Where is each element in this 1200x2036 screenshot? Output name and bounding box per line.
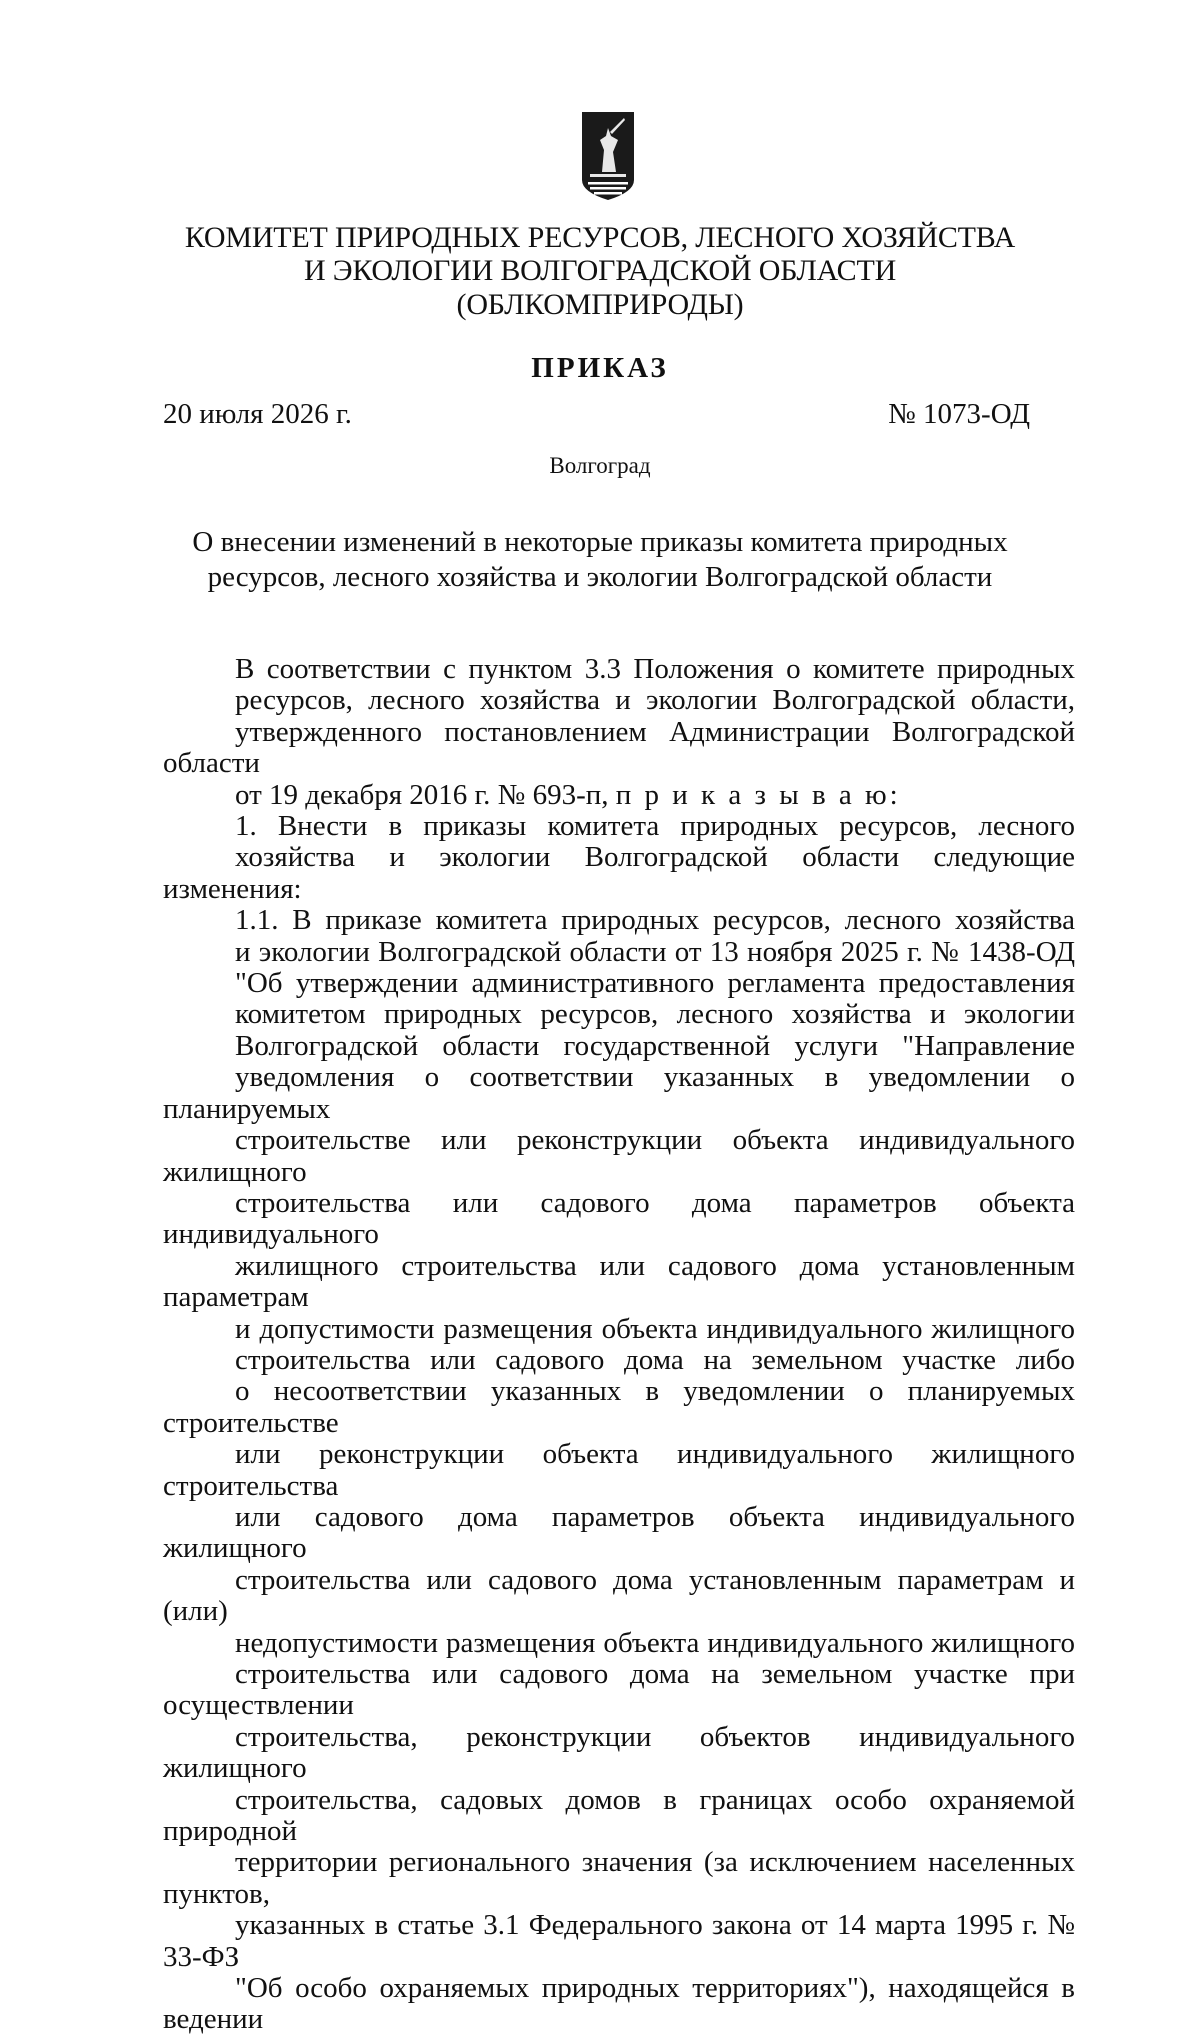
body-line (163, 780, 1075, 811)
paragraph-preamble (163, 654, 1075, 811)
body-line: 1. Внести в приказы комитета природных ресурсов, лесного (235, 810, 1075, 843)
body-line-text: от 19 декабря 2016 г. № 693-п, (235, 778, 609, 811)
body-line: "Об утверждении административного регламента предоставления (235, 967, 1075, 1000)
body-line: строительстве или реконструкции объекта индивидуального жилищного (163, 1124, 1075, 1188)
body-line: комитетом природных ресурсов, лесного хозяйства и экологии (235, 998, 1075, 1031)
document-date: 20 июля 2026 г. (163, 398, 352, 430)
paragraph-item-1 (163, 811, 1075, 905)
body-line: жилищного строительства или садового дома установленным параметрам (163, 1249, 1075, 1314)
organization-name-line-1: КОМИТЕТ ПРИРОДНЫХ РЕСУРСОВ, ЛЕСНОГО ХОЗЯЙСТВА (184, 221, 1016, 254)
body-line: строительства или садового дома установленным параметрам и (или) (163, 1563, 1075, 1628)
body-line: строительства или садового дома на земельном участке при осуществлении (163, 1658, 1075, 1722)
organization-abbreviation: (ОБЛКОМПРИРОДЫ) (456, 288, 744, 321)
subject-line-1: О внесении изменений в некоторые приказы комитета природных (192, 526, 1008, 558)
paragraph-item-1-1 (163, 905, 1075, 2036)
order-word: п р и к а з ы в а ю: (615, 778, 901, 811)
body-line: и экологии Волгоградской области от 13 ноября 2025 г. № 1438-ОД (235, 935, 1075, 968)
body-line: строительства, садовых домов в границах особо охраняемой природной (163, 1783, 1075, 1848)
body-line: о несоответствии указанных в уведомлении о планируемых строительстве (163, 1375, 1075, 1439)
body-line: указанных в статье 3.1 Федерального закона от 14 марта 1995 г. № 33-ФЗ (163, 1909, 1075, 1973)
body-line: хозяйства и экологии Волгоградской области следующие изменения: (163, 841, 1075, 905)
body-line: ресурсов, лесного хозяйства и экологии Волгоградской области, (235, 684, 1075, 717)
body-line: Волгоградской области государственной услуги "Направление (235, 1029, 1075, 1062)
document-type-title: ПРИКАЗ (531, 352, 669, 384)
body-line: строительства, реконструкции объектов индивидуального жилищного (163, 1720, 1075, 1785)
body-line: недопустимости размещения объекта индивидуального жилищного (235, 1626, 1075, 1659)
document-city: Волгоград (549, 453, 651, 478)
document-body (163, 654, 1075, 2036)
coat-of-arms-emblem (580, 110, 636, 205)
organization-name-line-2: И ЭКОЛОГИИ ВОЛГОГРАДСКОЙ ОБЛАСТИ (303, 254, 897, 287)
document-number: № 1073-ОД (888, 398, 1030, 430)
body-line: строительства или садового дома параметров объекта индивидуального (163, 1186, 1075, 1251)
body-line: 1.1. В приказе комитета природных ресурсов, лесного хозяйства (235, 904, 1075, 937)
body-line: утвержденного постановлением Администрации Волгоградской области (163, 715, 1075, 780)
body-line: строительства или садового дома на земельном участке либо (235, 1343, 1075, 1376)
document-subject (0, 525, 1200, 595)
body-line: или реконструкции объекта индивидуального жилищного строительства (163, 1438, 1075, 1502)
body-line: уведомления о соответствии указанных в уведомлении о планируемых (163, 1061, 1075, 1125)
subject-line-2: ресурсов, лесного хозяйства и экологии Волгоградской области (207, 561, 993, 593)
body-line: и допустимости размещения объекта индивидуального жилищного (235, 1312, 1075, 1345)
body-line: В соответствии с пунктом 3.3 Положения о комитете природных (235, 653, 1075, 685)
body-line: или садового дома параметров объекта индивидуального жилищного (163, 1500, 1075, 1565)
body-line: территории регионального значения (за исключением населенных пунктов, (163, 1846, 1075, 1910)
body-line: "Об особо охраняемых природных территориях"), находящейся в ведении (163, 1972, 1075, 2036)
